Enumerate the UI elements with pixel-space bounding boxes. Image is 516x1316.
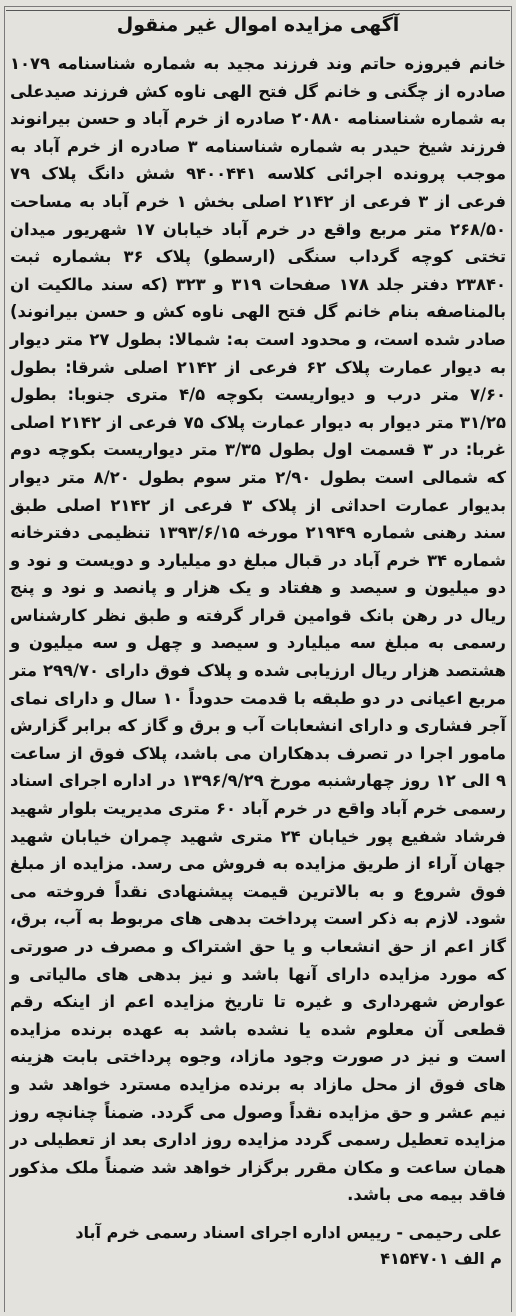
signature-block [75,1220,502,1272]
notice-body: خانم فیروزه حاتم وند فرزند مجید به شماره شناسنامه ۱۰۷۹ صادره از چگنی و خانم گل فتح الهی ناوه کش فرزند صیدعلی به شماره شناسنامه ۲۰۸۸۰ صادره از خرم آباد و حسن بیرانوند فرزند شیخ حیدر به شماره شناسنامه ۳ صادره از خرم آباد به موجب پرونده اجرائی کلاسه ۹۴۰۰۴۴۱ شش دانگ پلاک ۷۹ فرعی از ۳ فرعی از ۲۱۴۲ اصلی بخش ۱ خرم آباد به مساحت ۲۶۸/۵۰ متر مربع واقع در خرم آباد خیابان ۱۷ شهریور میدان تختی کوچه گرداب سنگی (ارسطو) پلاک ۳۶ بشماره ثبت ۲۳۸۴۰ دفتر جلد ۱۷۸ صفحات ۳۱۹ و ۳۲۳ (که سند مالکیت ان بالمناصفه بنام خانم گل فتح الهی ناوه کش و حسن بیرانوند) صادر شده است، و محدود است به: شمالا: بطول ۲۷ متر دیوار به دیوار عمارت پلاک ۶۲ فرعی از ۲۱۴۲ اصلی شرقا: بطول ۷/۶۰ متر درب و دیواریست بکوچه ۴/۵ متری جنوبا: بطول ۳۱/۲۵ متر دیوار به دیوار عمارت پلاک ۷۵ فرعی از ۲۱۴۲ اصلی غربا: در ۳ قسمت اول بطول ۳/۳۵ متر دیواریست بکوچه دوم که شمالی است بطول ۲/۹۰ متر سوم بطول ۸/۲۰ متر دیوار بدیوار عمارت احداثی از پلاک ۳ فرعی از ۲۱۴۲ اصلی طبق سند رهنی شماره ۲۱۹۴۹ مورخه ۱۳۹۳/۶/۱۵ تنظیمی دفترخانه شماره ۳۴ خرم آباد در قبال مبلغ دو میلیارد و دویست و نود و دو میلیون و سیصد و هفتاد و یک هزار و پانصد و نود و پنج ریال در رهن بانک قوامین قرار گرفته و طبق نظر کارشناس رسمی به مبلغ سه میلیارد و سیصد و چهل و سه میلیون و هشتصد هزار ریال ارزیابی شده و پلاک فوق دارای ۲۹۹/۷۰ متر مربع اعیانی در دو طبقه با قدمت حدوداً ۱۰ سال و دارای نمای آجر فشاری و دارای انشعابات آب و برق و گاز که برابر گزارش مامور اجرا در تصرف بدهکاران می باشد، پلاک فوق از ساعت ۹ الی ۱۲ روز چهارشنبه مورخ ۱۳۹۶/۹/۲۹ در اداره اجرای اسناد رسمی خرم آباد واقع در خرم آباد ۶۰ متری مدیریت بلوار شهید فرشاد شفیع پور خیابان ۲۴ متری شهید چمران خیابان شهید جهان آراء از طریق مزایده به فروش می رسد. مزایده از مبلغ فوق شروع و به بالاترین قیمت پیشنهادی نقداً فروخته می شود. لازم به ذکر است پرداخت بدهی های مربوط به آب، برق، گاز اعم از حق انشعاب و یا حق اشتراک و مصرف در صورتی که مورد مزایده دارای آنها باشد و نیز بدهی های مالیاتی و عوارض شهرداری و غیره تا تاریخ مزایده اعم از اینکه رقم قطعی آن معلوم شده یا نشده باشد به عهده برنده مزایده است و نیز در صورت وجود مازاد، وجوه پرداختی بابت هزینه های فوق از محل مازاد به برنده مزایده مسترد خواهد شد و نیم عشر و حق مزایده نقداً وصول می گردد. ضمناً چنانچه روز مزایده تعطیل رسمی گردد مزایده روز اداری بعد از تعطیلی در همان ساعت و مکان مقرر برگزار خواهد شد ضمناً ملک مذکور فاقد بیمه می باشد. [10,54,507,1205]
signatory: علی رحیمی - رییس اداره اجرای اسناد رسمی خرم آباد [75,1223,502,1242]
top-divider [6,10,510,11]
reference-number: م الف ۴۱۵۴۷۰۱ [380,1249,502,1268]
notice-title: آگهی مزایده اموال غیر منقول [116,14,400,36]
